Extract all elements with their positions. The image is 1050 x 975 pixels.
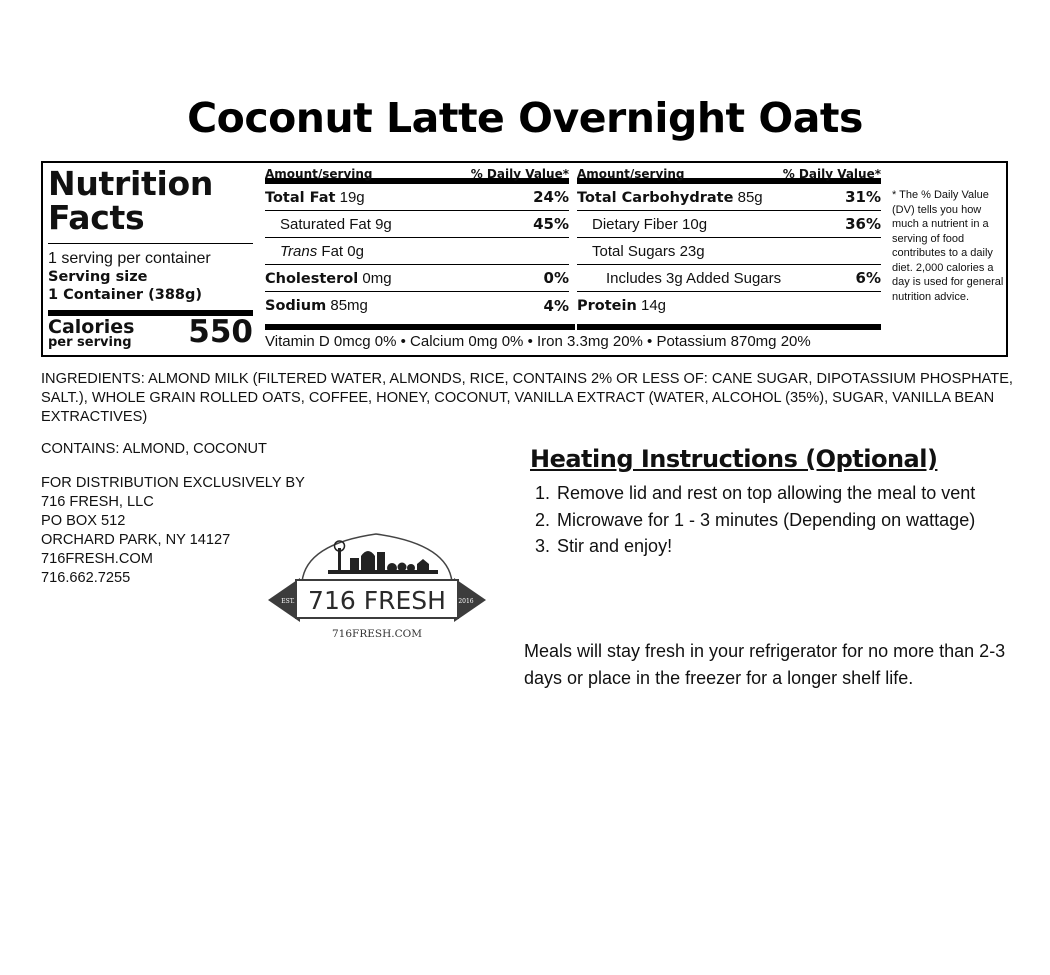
nutrient-row-saturated-fat [265, 211, 569, 238]
nutrient-dv: 6% [855, 269, 881, 287]
nutrient-name: Trans [280, 242, 318, 260]
serving-size-value: 1 Container (388g) [48, 287, 203, 303]
nutrient-amount: Fat 0g [321, 242, 364, 260]
nutrition-title-line2: Facts [48, 198, 145, 237]
nutrient-amount: 85g [737, 188, 763, 206]
divider [577, 324, 881, 330]
nutrient-name: Sodium [265, 298, 327, 314]
amount-header: Amount/serving [577, 167, 685, 181]
column-header [265, 167, 569, 184]
nutrient-row-total-sugars [577, 238, 881, 265]
heating-steps [535, 480, 995, 560]
nutrient-dv: 24% [533, 188, 569, 206]
nutrient-name: Protein [577, 298, 637, 314]
calories-value: 550 [188, 314, 253, 350]
dv-header: % Daily Value* [782, 167, 881, 181]
column-header [577, 167, 881, 184]
amount-header: Amount/serving [265, 167, 373, 181]
step-number: 2. [535, 509, 551, 530]
step-text: Stir and enjoy! [557, 536, 673, 556]
nutrient-dv: 45% [533, 215, 569, 233]
nutrient-name: Includes 3g Added Sugars [606, 269, 782, 287]
vitamins-minerals: Vitamin D 0mcg 0% • Calcium 0mg 0% • Iron 3.3mg 20% • Potassium 870mg 20% [265, 333, 811, 350]
logo-est: EST. [281, 598, 295, 605]
nutrient-amount: 9g [375, 215, 392, 233]
nutrient-name: Cholesterol [265, 270, 359, 287]
nutrient-amount: 23g [679, 242, 705, 260]
nutrient-row-added-sugars [577, 265, 881, 292]
nutrient-row-dietary-fiber [577, 211, 881, 238]
nutrient-dv: 31% [845, 188, 881, 206]
nutrient-column-left [265, 167, 569, 319]
nutrient-row-cholesterol [265, 265, 569, 292]
nutrition-title-line1: Nutrition [48, 164, 214, 203]
list-item [535, 533, 995, 560]
list-item [535, 507, 995, 534]
nutrient-column-right [577, 167, 881, 319]
ingredients-text: INGREDIENTS: ALMOND MILK (FILTERED WATER, ALMONDS, RICE, CONTAINS 2% OR LESS OF: CANE SUGAR, DIPOTASSIUM PHOSPHATE, SALT.), WHOLE GRAIN ROLLED OATS, COFFEE, HONEY, COCONUT, VANILLA EXTRACT (WATER, ALCOHOL (35%), SUGAR, VANILLA BEAN EXTRACTIVES) [41, 371, 1013, 425]
heating-title: Heating Instructions (Optional) [530, 445, 938, 473]
step-number: 3. [535, 536, 551, 556]
nutrient-dv: 0% [543, 269, 569, 287]
divider [48, 243, 253, 244]
dv-footnote: * The % Daily Value (DV) tells you how much a nutrient in a serving of food contributes to a daily diet. 2,000 calories a day is used for general nutrition advice. [892, 189, 1004, 303]
distributor-website: 716FRESH.COM [41, 551, 153, 567]
logo-brand: 716 FRESH [308, 586, 446, 615]
nutrient-amount: 0mg [362, 269, 392, 287]
distributor-line: FOR DISTRIBUTION EXCLUSIVELY BY [41, 475, 305, 491]
storage-note: Meals will stay fresh in your refrigerator for no more than 2-3 days or place in the freezer for a longer shelf life. [524, 641, 1006, 688]
calories-row [48, 310, 253, 352]
nutrient-row-total-carbohydrate [577, 184, 881, 211]
step-text: Microwave for 1 - 3 minutes (Depending on wattage) [557, 509, 976, 530]
nutrient-dv: 36% [845, 215, 881, 233]
brand-logo [266, 530, 488, 644]
nutrition-header [48, 164, 253, 304]
nutrient-name: Saturated Fat [280, 215, 371, 233]
nutrient-name: Total Carbohydrate [577, 189, 734, 206]
nutrient-name: Total Fat [265, 189, 336, 206]
nutrient-name: Total Sugars [592, 242, 676, 260]
nutrient-amount: 19g [339, 188, 365, 206]
serving-size-label: Serving size [48, 269, 148, 285]
calories-label: Calories [48, 316, 135, 338]
nutrient-row-trans-fat [265, 238, 569, 265]
nutrient-dv: 4% [543, 296, 569, 315]
nutrient-row-total-fat [265, 184, 569, 211]
servings-per-container: 1 serving per container [48, 250, 211, 267]
dv-header: % Daily Value* [470, 167, 569, 181]
distributor-phone: 716.662.7255 [41, 570, 131, 586]
distributor-name: 716 FRESH, LLC [41, 494, 154, 510]
calories-sub: per serving [48, 335, 132, 350]
nutrient-amount: 85mg [330, 297, 368, 314]
divider [265, 324, 575, 330]
distributor-city: ORCHARD PARK, NY 14127 [41, 532, 231, 548]
nutrition-facts-panel [41, 161, 1008, 357]
nutrient-amount: 14g [640, 297, 667, 314]
nutrient-row-sodium [265, 292, 569, 319]
logo-year: 2016 [458, 598, 474, 605]
nutrient-row-protein [577, 292, 881, 319]
product-title: Coconut Latte Overnight Oats [187, 94, 863, 142]
allergen-statement: CONTAINS: ALMOND, COCONUT [41, 441, 267, 457]
step-text: Remove lid and rest on top allowing the meal to vent [557, 483, 976, 503]
step-number: 1. [535, 483, 551, 503]
nutrient-amount: 10g [682, 215, 708, 233]
distributor-address: PO BOX 512 [41, 513, 126, 529]
logo-url: 716FRESH.COM [332, 628, 422, 640]
list-item [535, 480, 995, 507]
nutrient-name: Dietary Fiber [592, 215, 678, 233]
